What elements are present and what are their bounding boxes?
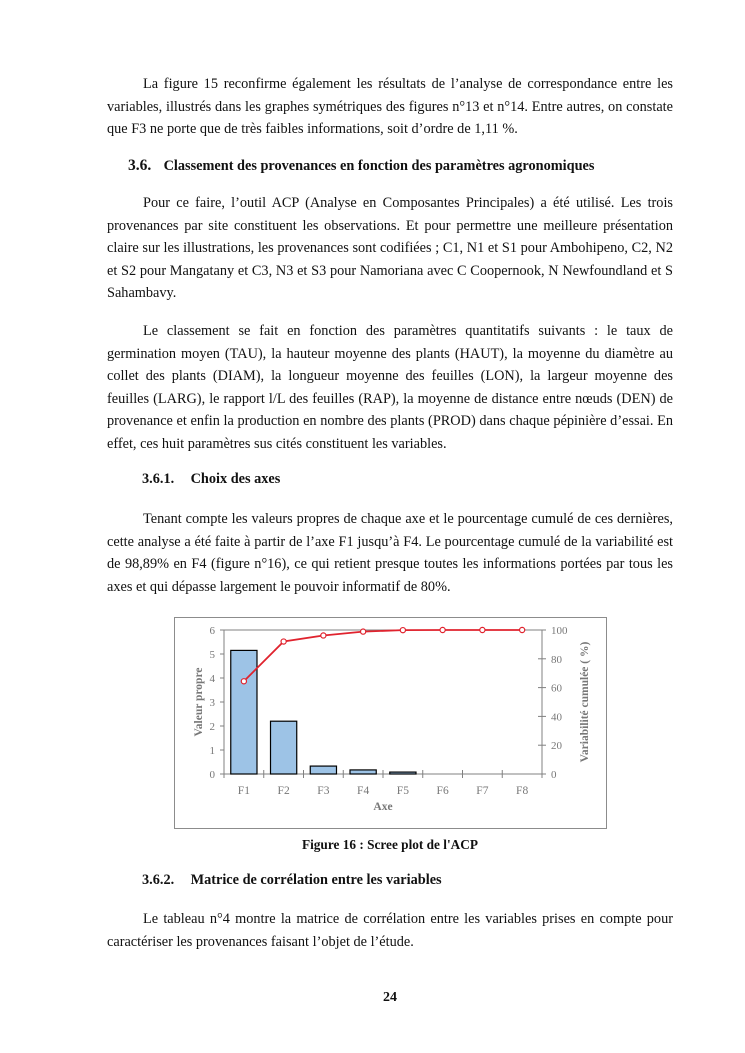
cumulative-point [361,629,366,634]
paragraph-intro: La figure 15 reconfirme également les résultats de l’analyse de correspondance entre les variables, illustrés dans les graphes symétriques des figures n°13 et n°14. Entre autres, on constate que F3 ne porte que de très faibles informations, soit d’ordre de 1,11 %. [107,76,673,137]
paragraph-acp-method: Pour ce faire, l’outil ACP (Analyse en Composantes Principales) a été utilisé. Les trois provenances par site constituent les observations. Et pour permettre une meilleure présentation claire sur les illustrations, les provenances sont codifiées ; C1, N1 et S1 pour Ambohipeno, C2, N2 et S2 pour Mangatany et C3, N3 et S3 pour Namoriana avec C Coopernook, N Newfoundland et S Sahambavy. [107,195,673,301]
x-tick-label: F2 [277,785,290,797]
cumulative-point [440,627,445,632]
bar-eigenvalue [231,650,257,774]
y2-axis-title: Variabilité cumulée ( %) [579,641,591,763]
x-tick-label: F8 [516,785,529,797]
paragraph-parameters: Le classement se fait en fonction des paramètres quantitatifs suivants : le taux de germination moyen (TAU), la hauteur moyenne des plants (HAUT), la moyenne du diamètre au collet des plants (DIAM), la longueur moyenne des feuilles (LON), la largeur moyenne des feuilles (LARG), le rapport l/L des feuilles (RAP), la moyenne de distance entre nœuds (DEN) de provenance et enfin la production en nombre des plants (PROD) dans chaque pépinière d’essai. En effet, ces huit paramètres sus cités constituent les variables. [107,323,673,452]
heading-title: Classement des provenances en fonction des paramètres agronomiques [163,158,595,174]
x-tick-label: F6 [436,785,449,797]
cumulative-point [321,633,326,638]
scree-plot-chart [174,617,607,829]
y-axis-title: Valeur propre [193,667,205,737]
heading-title: Matrice de corrélation entre les variables [190,872,442,888]
y-tick-label: 3 [209,697,215,709]
bar-eigenvalue [271,721,297,774]
cumulative-point [400,628,405,633]
y-tick-label: 0 [209,769,215,781]
bar-eigenvalue [390,772,416,774]
y-tick-label: 5 [209,649,215,661]
y-tick-label: 2 [209,721,215,733]
y2-tick-label: 60 [551,682,562,695]
x-tick-label: F3 [317,785,330,797]
x-tick-label: F1 [237,785,250,797]
heading-number: 3.6.1. [142,471,175,487]
x-tick-label: F4 [357,785,370,797]
heading-3-6-1 [142,471,280,488]
y-tick-label: 4 [209,673,215,685]
cumulative-point [520,627,525,632]
heading-3-6-2 [142,872,442,889]
y2-tick-label: 80 [551,653,562,666]
y2-tick-label: 20 [551,740,562,753]
x-tick-label: F5 [396,785,409,797]
heading-title: Choix des axes [190,471,281,487]
x-axis-title: Axe [373,801,393,813]
y2-tick-label: 100 [551,625,568,637]
cumulative-point [241,679,246,684]
cumulative-point [480,627,485,632]
bar-eigenvalue [350,770,376,774]
y2-tick-label: 40 [551,711,562,724]
heading-number: 3.6. [128,157,152,174]
scree-plot-svg [175,618,606,828]
y-tick-label: 1 [209,745,215,757]
heading-3-6 [128,157,594,175]
bar-eigenvalue [310,766,336,774]
x-tick-label: F7 [476,785,489,797]
y2-tick-label: 0 [551,769,557,781]
cumulative-variability-line [244,630,522,681]
y-tick-label: 6 [209,625,215,637]
page-number: 24 [383,990,397,1005]
paragraph-correlation-matrix: Le tableau n°4 montre la matrice de corrélation entre les variables prises en compte pour caractériser les provenances faisant l’objet de l’étude. [107,911,673,950]
paragraph-axes-choice: Tenant compte les valeurs propres de chaque axe et le pourcentage cumulé de ces dernières, cette analyse a été faite à partir de l’axe F1 jusqu’à F4. Le pourcentage cumulé de la variabilité est de 98,89% en F4 (figure n°16), ce qui retient presque toutes les informations portées par tous les axes et qui dépasse largement le pouvoir informatif de 80%. [107,511,673,595]
cumulative-point [281,639,286,644]
figure-caption: Figure 16 : Scree plot de l'ACP [301,837,479,852]
heading-number: 3.6.2. [142,872,175,888]
